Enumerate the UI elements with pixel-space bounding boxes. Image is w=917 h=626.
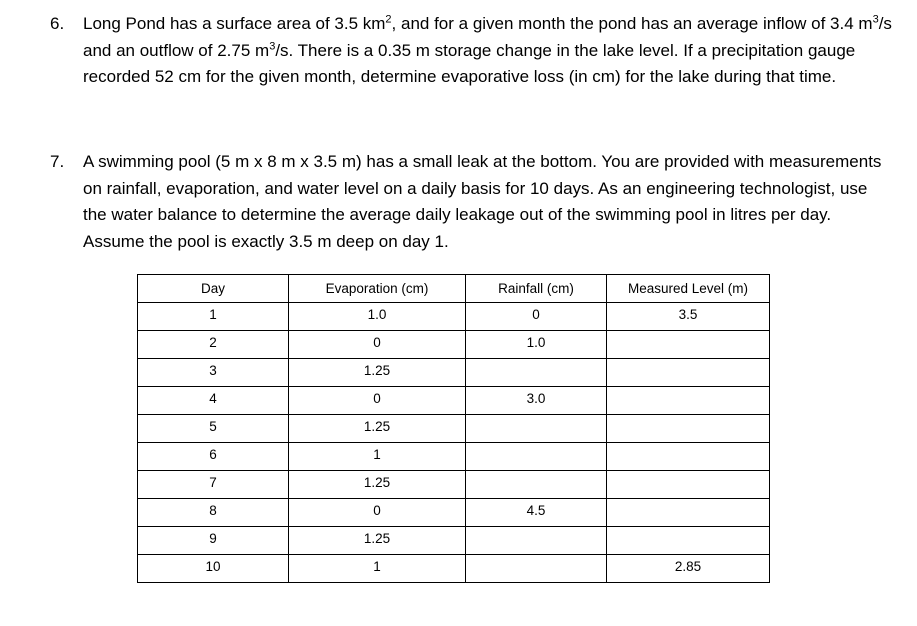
cell-measured-level <box>607 387 770 415</box>
cell-evaporation: 1 <box>289 555 466 583</box>
cell-evaporation: 1.25 <box>289 471 466 499</box>
cell-rainfall <box>466 415 607 443</box>
cell-measured-level <box>607 471 770 499</box>
cell-day: 6 <box>138 443 289 471</box>
table-row <box>138 555 770 583</box>
header-measured-level: Measured Level (m) <box>607 275 770 303</box>
table-row <box>138 499 770 527</box>
table-row <box>138 331 770 359</box>
cell-measured-level <box>607 527 770 555</box>
q6-superscript-3: 3 <box>269 39 276 52</box>
question-6-number: 6. <box>50 14 65 33</box>
question-6-text <box>83 11 895 91</box>
table-body <box>138 303 770 583</box>
cell-evaporation: 0 <box>289 387 466 415</box>
q6-text-part-4: /s. There is a 0.35 m storage change in the lake level. If a precipitation gauge recorded 52 cm for the given month, determine evaporative loss (in cm) for the lake during that time. <box>83 40 856 86</box>
cell-evaporation: 1.25 <box>289 415 466 443</box>
table-row <box>138 387 770 415</box>
question-6 <box>50 11 895 91</box>
cell-measured-level: 2.85 <box>607 555 770 583</box>
cell-evaporation: 1.25 <box>289 359 466 387</box>
cell-evaporation: 0 <box>289 331 466 359</box>
cell-rainfall: 3.0 <box>466 387 607 415</box>
cell-rainfall <box>466 471 607 499</box>
q6-superscript-1: 2 <box>385 13 392 26</box>
cell-measured-level <box>607 359 770 387</box>
q6-text-part-1: Long Pond has a surface area of 3.5 km <box>83 14 386 33</box>
cell-evaporation: 1.25 <box>289 527 466 555</box>
table-header-row <box>138 275 770 303</box>
cell-day: 5 <box>138 415 289 443</box>
cell-day: 9 <box>138 527 289 555</box>
question-7-text: A swimming pool (5 m x 8 m x 3.5 m) has a small leak at the bottom. You are provided with measurements on rainfall, evaporation, and water level on a daily basis for 10 days. As an engineering technologist, use the water balance to determine the average daily leakage out of the swimming pool in litres per day. Assume the pool is exactly 3.5 m deep on day 1. <box>83 152 882 251</box>
q6-superscript-2: 3 <box>872 13 879 26</box>
table-row <box>138 443 770 471</box>
cell-day: 10 <box>138 555 289 583</box>
cell-day: 4 <box>138 387 289 415</box>
cell-measured-level: 3.5 <box>607 303 770 331</box>
cell-day: 8 <box>138 499 289 527</box>
cell-evaporation: 1.0 <box>289 303 466 331</box>
cell-rainfall: 0 <box>466 303 607 331</box>
cell-evaporation: 0 <box>289 499 466 527</box>
cell-measured-level <box>607 331 770 359</box>
table-row <box>138 415 770 443</box>
table-row <box>138 471 770 499</box>
cell-day: 1 <box>138 303 289 331</box>
q6-text-part-3: /s and an outflow of 2.75 m <box>83 14 892 60</box>
header-rainfall: Rainfall (cm) <box>466 275 607 303</box>
cell-day: 3 <box>138 359 289 387</box>
cell-rainfall: 4.5 <box>466 499 607 527</box>
cell-day: 2 <box>138 331 289 359</box>
cell-measured-level <box>607 443 770 471</box>
cell-rainfall <box>466 443 607 471</box>
cell-measured-level <box>607 499 770 527</box>
cell-rainfall: 1.0 <box>466 331 607 359</box>
question-7-number: 7. <box>50 152 65 171</box>
table-row <box>138 359 770 387</box>
cell-rainfall <box>466 359 607 387</box>
pool-measurements-table <box>137 274 770 583</box>
q6-text-part-2: , and for a given month the pond has an average inflow of 3.4 m <box>391 14 873 33</box>
cell-evaporation: 1 <box>289 443 466 471</box>
header-evaporation: Evaporation (cm) <box>289 275 466 303</box>
cell-measured-level <box>607 415 770 443</box>
table-row <box>138 303 770 331</box>
header-day: Day <box>138 275 289 303</box>
cell-rainfall <box>466 527 607 555</box>
table-row <box>138 527 770 555</box>
cell-rainfall <box>466 555 607 583</box>
question-7 <box>50 149 895 255</box>
cell-day: 7 <box>138 471 289 499</box>
